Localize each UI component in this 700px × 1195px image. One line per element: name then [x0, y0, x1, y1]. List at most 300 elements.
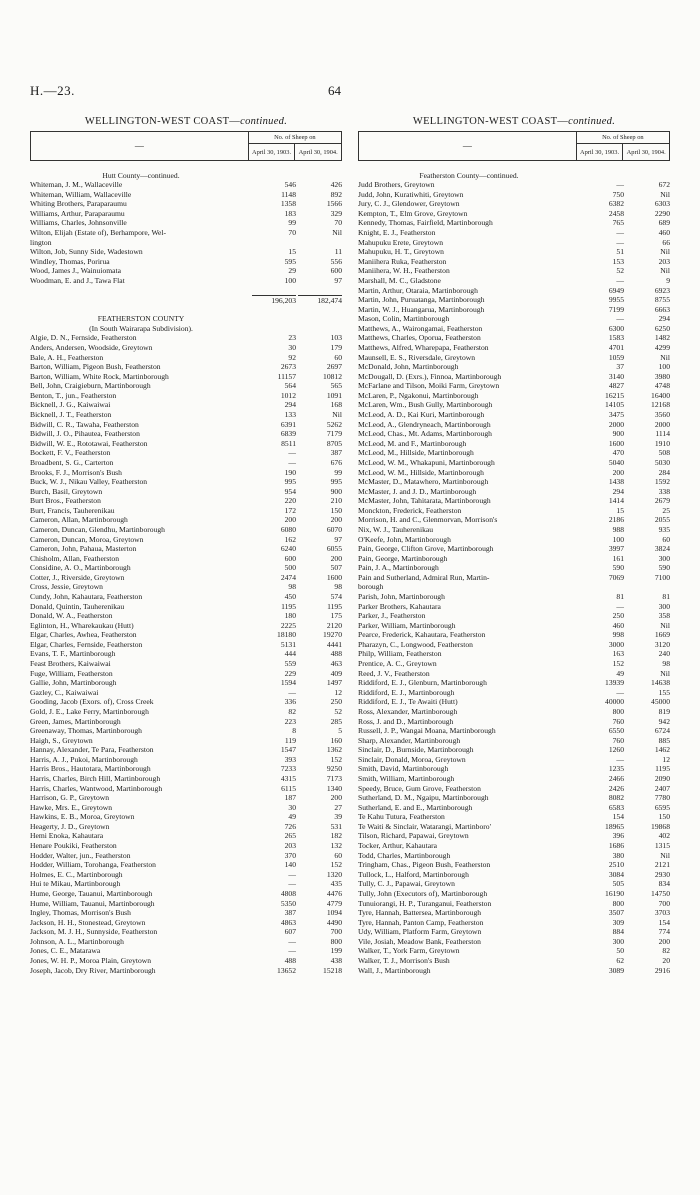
sheep-1904: 1094: [326, 908, 342, 918]
owner-name: Jones, C. E., Matarawa: [30, 946, 101, 956]
owner-name: Philp, William, Featherston: [358, 649, 442, 659]
owner-name: Parker, J., Featherston: [358, 611, 426, 621]
owner-name: Kempton, T., Elm Grove, Greytown: [358, 208, 468, 218]
sheep-1903: 6080: [280, 524, 296, 534]
table-row: [358, 429, 670, 439]
sheep-1904: 1600: [326, 572, 342, 582]
sheep-1904: 508: [658, 448, 670, 458]
sheep-1903: 140: [284, 860, 296, 870]
sheep-1903: 223: [284, 716, 296, 726]
sheep-1903: 460: [612, 620, 624, 630]
sheep-1904: 98: [334, 582, 342, 592]
sheep-1904: 426: [330, 180, 342, 190]
owner-name: Whiteman, J. M., Wallaceville: [30, 180, 123, 190]
owner-name: Walker, T., York Farm, Greytown: [358, 946, 460, 956]
sheep-1903: 190: [284, 467, 296, 477]
sheep-1904: Nil: [660, 247, 670, 257]
owner-name: McMaster, John, Tahitarata, Martinborough: [358, 496, 491, 506]
table-row: [358, 649, 670, 659]
left-column-title: WELLINGTON-WEST COAST—continued.: [84, 116, 288, 127]
table-row: [358, 822, 670, 832]
sheep-1903: 450: [284, 592, 296, 602]
sheep-1904: 3980: [654, 371, 670, 381]
sheep-1904: 2290: [654, 208, 670, 218]
sheep-1903: 23: [288, 333, 296, 343]
table-row: [358, 707, 670, 717]
sheep-1904: 2055: [654, 515, 670, 525]
sheep-1903: —: [288, 879, 296, 889]
table-row: [358, 640, 670, 650]
sheep-1904: 179: [330, 342, 342, 352]
sheep-1903: 250: [612, 611, 624, 621]
table-row: [358, 439, 670, 449]
owner-name: Tully, John (Executors of), Martinborough: [358, 888, 488, 898]
sheep-1903: 546: [284, 180, 296, 190]
sheep-1903: 229: [284, 668, 296, 678]
sheep-1903: 119: [284, 735, 296, 745]
owner-name: Williams, Arthur, Paraparaumu: [30, 208, 125, 218]
sheep-1904: 488: [330, 649, 342, 659]
owner-name: Hemi Enoka, Kahautara: [30, 831, 104, 841]
table-row: [30, 343, 342, 353]
sheep-1904: 995: [330, 477, 342, 487]
sheep-1903: 62: [616, 955, 624, 965]
table-row: [358, 333, 670, 343]
sheep-1904: 565: [330, 381, 342, 391]
table-row: [358, 630, 670, 640]
sheep-1904: 2121: [654, 860, 670, 870]
sheep-1903: 3507: [608, 908, 624, 918]
owner-name: Pain, J. A., Martinborough: [358, 563, 439, 573]
sheep-1904: Nil: [332, 228, 342, 238]
table-row: [30, 956, 342, 966]
sheep-1903: 3000: [608, 639, 624, 649]
table-row: [358, 918, 670, 928]
sheep-1904: 700: [658, 898, 670, 908]
owner-name: Harris, Charles, Wantwood, Martinborough: [30, 783, 163, 793]
sheep-1903: 162: [284, 534, 296, 544]
sheep-1904: 200: [658, 936, 670, 946]
table-row: [30, 257, 342, 267]
owner-name: Tunuiorangi, H. P., Turanganui, Featherston: [358, 898, 492, 908]
sheep-1904: 15218: [323, 965, 342, 975]
table-row: [30, 410, 342, 420]
owner-name: Considine, A. O., Martinborough: [30, 563, 131, 573]
sheep-1904: 12: [334, 687, 342, 697]
sheep-1903: 1600: [608, 438, 624, 448]
owner-name: McLeod, W. M., Whakapuni, Martinborough: [358, 457, 495, 467]
sheep-1904: 7780: [654, 793, 670, 803]
spacer: [30, 305, 342, 315]
table-row: [30, 372, 342, 382]
table-row: [30, 784, 342, 794]
owner-name: Greenaway, Thomas, Martinborough: [30, 726, 142, 736]
sheep-1903: 470: [612, 448, 624, 458]
right-col-a-header: April 30, 1903.: [576, 144, 623, 161]
sheep-1903: 37: [616, 362, 624, 372]
sheep-1903: 2466: [608, 774, 624, 783]
sheep-1904: 892: [330, 189, 342, 199]
sheep-1904: Nil: [660, 850, 670, 860]
sheep-1903: —: [616, 228, 624, 238]
sheep-1903: 183: [284, 208, 296, 218]
left-header-dash: —: [31, 132, 249, 161]
table-row: [358, 247, 670, 257]
owner-name: Judd, John, Kuratiwhiti, Greytown: [358, 189, 464, 199]
sheep-1904: 103: [330, 333, 342, 343]
table-row: [358, 372, 670, 382]
sheep-1903: 70: [288, 228, 296, 238]
table-row: [30, 477, 342, 487]
table-row: [30, 190, 342, 200]
sheep-1904: 66: [662, 237, 670, 247]
table-row: [30, 535, 342, 545]
sheep-1904: 240: [658, 649, 670, 659]
sheep-1903: 1260: [608, 745, 624, 755]
table-row: [30, 717, 342, 727]
table-row: [30, 506, 342, 516]
owner-name: Algie, D. N., Fernside, Featherston: [30, 333, 137, 343]
owner-name: McLeod, A., Glendryneach, Martinborough: [358, 419, 491, 429]
owner-name: O'Keefe, John, Martinborough: [358, 534, 451, 544]
sheep-1903: 49: [288, 812, 296, 822]
owner-name: Johnson, A. L., Martinborough: [30, 936, 124, 946]
owner-name: Sinclair, D., Burnside, Martinborough: [358, 745, 474, 755]
table-row: [358, 209, 670, 219]
table-row: [358, 400, 670, 410]
page-number: 64: [328, 83, 341, 98]
owner-name: Nix, W. J., Tauherenikau: [358, 524, 434, 534]
sheep-1904: 6303: [654, 199, 670, 209]
section-heading: [30, 171, 342, 181]
owner-name: Bidwill, C. R., Tawaha, Featherston: [30, 419, 139, 429]
table-row: [30, 400, 342, 410]
sheep-1903: 6115: [281, 783, 296, 793]
owner-name: Anders, Andersen, Woodside, Greytown: [30, 342, 153, 352]
table-row: [358, 381, 670, 391]
table-row: [358, 611, 670, 621]
owner-name: Gallie, John, Martinborough: [30, 678, 117, 688]
sheep-1904: 1195: [327, 601, 342, 611]
owner-name: Walker, T. J., Morrison's Bush: [358, 955, 450, 965]
owner-name: Hutt County—continued.: [102, 170, 180, 180]
owner-name: Pain and Sutherland, Admiral Run, Martin-: [358, 572, 490, 582]
table-row: [358, 410, 670, 420]
owner-name: McDonald, John, Martinborough: [358, 362, 459, 372]
owner-name: Bidwill, W. E., Rototawai, Featherston: [30, 438, 148, 448]
table-row: [30, 851, 342, 861]
owner-name: Maniihera, W. H., Featherston: [358, 266, 450, 276]
sheep-1903: 2474: [280, 572, 296, 582]
sheep-1904: 935: [658, 524, 670, 534]
sheep-1904: 16400: [651, 390, 670, 400]
right-column-title: WELLINGTON-WEST COAST—continued.: [412, 116, 616, 127]
sheep-1904: 402: [658, 831, 670, 841]
left-col-b-header: April 30, 1904.: [295, 144, 342, 161]
owner-name: Speedy, Bruce, Gum Grove, Featherston: [358, 783, 481, 793]
sheep-1904: 182,474: [298, 295, 342, 306]
table-row: [30, 946, 342, 956]
table-row: [30, 707, 342, 717]
sheep-1904: 20: [662, 955, 670, 965]
sheep-1903: 309: [612, 917, 624, 927]
table-row: [30, 602, 342, 612]
left-sheep-header: No. of Sheep on: [248, 132, 341, 144]
owner-name: Jackson, M. J. H., Sunnyside, Featherston: [30, 927, 158, 937]
sheep-1903: —: [616, 687, 624, 697]
left-column-header: [30, 131, 342, 161]
owner-name: Te Waiti & Sinclair, Watarangi, Martinboro': [358, 821, 491, 831]
sheep-1904: 590: [658, 563, 670, 573]
sheep-1903: —: [288, 687, 296, 697]
owner-name: Sutherland, E. and E., Martinborough: [358, 802, 473, 812]
table-row: [30, 755, 342, 765]
sheep-1904: 463: [330, 659, 342, 669]
table-row: [358, 180, 670, 190]
owner-name: Bell, John, Craigieburn, Martinborough: [30, 381, 151, 391]
report-code: H.—23.: [30, 83, 75, 98]
owner-name: Fuge, William, Featherston: [30, 668, 113, 678]
table-row: [30, 688, 342, 698]
sheep-1903: 6583: [608, 802, 624, 812]
sheep-1904: 5262: [326, 419, 342, 429]
table-row: [358, 535, 670, 545]
sheep-1903: —: [288, 946, 296, 956]
sheep-1903: 3997: [608, 544, 624, 554]
owner-name: Woodman, E. and J., Tawa Flat: [30, 275, 125, 285]
owner-name: Cameron, Duncan, Moroa, Greytown: [30, 534, 144, 544]
sheep-1904: 4748: [654, 381, 670, 391]
owner-name: Haigh, S., Greytown: [30, 735, 93, 745]
spacer: [30, 286, 342, 296]
right-rows: [358, 161, 670, 975]
sheep-1903: 387: [284, 908, 296, 918]
sheep-1904: 27: [334, 802, 342, 812]
table-row: [30, 726, 342, 736]
sheep-1903: 100: [284, 275, 296, 285]
sheep-1903: —: [288, 457, 296, 467]
table-row: [358, 391, 670, 401]
table-row: [30, 841, 342, 851]
owner-name: Todd, Charles, Martinborough: [358, 850, 451, 860]
table-row: [30, 487, 342, 497]
sheep-1903: 92: [288, 352, 296, 362]
sheep-1904: 387: [330, 448, 342, 458]
sheep-1904: 284: [658, 467, 670, 477]
table-row: [30, 966, 342, 976]
table-row: [358, 851, 670, 861]
owner-name: Windley, Thomas, Porirua: [30, 256, 110, 266]
table-row: [30, 353, 342, 363]
table-row: [358, 793, 670, 803]
owner-name: Maniihera Ruka, Featherston: [358, 256, 447, 266]
owner-name: McFarlane and Tilson, Moiki Farm, Greytown: [358, 381, 500, 391]
sheep-1903: 294: [612, 486, 624, 496]
spacer: [358, 161, 670, 171]
table-row: [30, 774, 342, 784]
table-row: [30, 918, 342, 928]
sheep-1904: 2916: [654, 965, 670, 975]
sheep-1903: 488: [284, 955, 296, 965]
sheep-1904: 210: [330, 496, 342, 506]
sheep-1903: 82: [288, 706, 296, 716]
sheep-1904: 1592: [654, 477, 670, 487]
sheep-1903: 4827: [608, 381, 624, 391]
table-row: [358, 314, 670, 324]
owner-name: Matthews, Alfred, Wharepapa, Featherston: [358, 342, 489, 352]
owner-name: Harris Bros., Hautotara, Martinborough: [30, 764, 151, 774]
table-row: [30, 468, 342, 478]
sheep-1903: 180: [284, 611, 296, 621]
sheep-1903: 1235: [608, 764, 624, 774]
owner-name: Monckton, Frederick, Featherston: [358, 505, 462, 515]
table-row: [358, 573, 670, 583]
owner-name: Green, James, Martinborough: [30, 716, 121, 726]
owner-name: Tyre, Hannah, Panton Camp, Featherston: [358, 917, 484, 927]
sheep-1904: 1362: [326, 745, 342, 755]
sheep-1904: 39: [334, 812, 342, 822]
owner-name: Elgar, Charles, Fernside, Featherston: [30, 639, 143, 649]
table-row: [30, 621, 342, 631]
sheep-1903: 595: [284, 256, 296, 266]
sheep-1903: 81: [616, 592, 624, 602]
table-row: [30, 678, 342, 688]
owner-name: Martin, W. J., Huangarua, Martinborough: [358, 304, 485, 314]
sheep-1904: 99: [334, 467, 342, 477]
table-row: [358, 621, 670, 631]
table-row: [358, 199, 670, 209]
sheep-1904: Nil: [660, 266, 670, 276]
sheep-1904: 7173: [326, 774, 342, 783]
sheep-1904: 300: [658, 601, 670, 611]
sheep-1903: 30: [288, 802, 296, 812]
owner-name: Hume, George, Tauanui, Martinborough: [30, 888, 153, 898]
table-row: [30, 544, 342, 554]
owner-name: Matthews, A., Wairongamai, Featherston: [358, 323, 483, 333]
table-row: [30, 630, 342, 640]
sheep-1903: 40000: [605, 697, 624, 707]
owner-name: Tullock, L., Halford, Martinborough: [358, 869, 469, 879]
owner-name: Holmes, E. C., Martinborough: [30, 869, 123, 879]
sheep-1903: 3475: [608, 410, 624, 420]
owner-name: Prentice, A. C., Greytown: [358, 659, 437, 669]
section-heading: [30, 314, 342, 324]
sheep-1904: 285: [330, 716, 342, 726]
sheep-1903: 336: [284, 697, 296, 707]
table-row: [358, 266, 670, 276]
sheep-1903: 5131: [280, 639, 296, 649]
table-row: [30, 831, 342, 841]
table-row: [30, 582, 342, 592]
table-row: [358, 812, 670, 822]
sheep-1903: 590: [612, 563, 624, 573]
sheep-1903: 3140: [608, 371, 624, 381]
table-row: [358, 860, 670, 870]
sheep-1903: 29: [288, 266, 296, 276]
owner-name: Pearce, Frederick, Kahautara, Featherston: [358, 630, 486, 640]
owner-name: Mahupuku Erete, Greytown: [358, 237, 443, 247]
owner-name: Parker Brothers, Kahautara: [358, 601, 441, 611]
sheep-1904: 152: [330, 754, 342, 764]
owner-name: Cross, Jessie, Greytown: [30, 582, 103, 592]
owner-name: Hui te Mikau, Martinborough: [30, 879, 121, 889]
table-row: [358, 669, 670, 679]
sheep-1903: 51: [616, 247, 624, 257]
sheep-1904: 6923: [654, 285, 670, 295]
sheep-1904: 82: [662, 946, 670, 956]
table-row: [358, 592, 670, 602]
sheep-1904: 1482: [654, 333, 670, 343]
sheep-1904: 1315: [654, 841, 670, 851]
owner-name: Henare Poukiki, Featherston: [30, 841, 117, 851]
sheep-1903: 6240: [280, 544, 296, 554]
table-row: [358, 286, 670, 296]
owner-name: Harris, Charles, Birch Hill, Martinborough: [30, 774, 161, 783]
sheep-1903: —: [616, 601, 624, 611]
sheep-1904: 1340: [326, 783, 342, 793]
sheep-1904: 689: [658, 218, 670, 228]
owner-name: Feast Brothers, Kaiwaiwai: [30, 659, 111, 669]
owner-name: Williams, Charles, Johnsonville: [30, 218, 127, 228]
sheep-1904: 885: [658, 735, 670, 745]
owner-name: Mason, Colin, Martinborough: [358, 314, 450, 324]
table-row: [358, 659, 670, 669]
table-row: [358, 525, 670, 535]
sheep-1903: 726: [284, 821, 296, 831]
sheep-1904: 52: [334, 706, 342, 716]
sheep-1904: 4476: [326, 888, 342, 898]
table-row: [30, 180, 342, 190]
sheep-1904: 672: [658, 180, 670, 190]
owner-name: Barton, William, White Rock, Martinborough: [30, 371, 169, 381]
sheep-1903: 294: [284, 400, 296, 410]
right-column: [358, 115, 670, 975]
sheep-1904: 338: [658, 486, 670, 496]
sheep-1903: 13652: [277, 965, 296, 975]
sheep-1904: Nil: [660, 352, 670, 362]
sheep-1903: 6949: [608, 285, 624, 295]
sheep-1904: 12168: [651, 400, 670, 410]
sheep-1904: 200: [330, 553, 342, 563]
owner-name: Bale, A. H., Featherston: [30, 352, 104, 362]
sheep-1903: 18965: [605, 821, 624, 831]
sheep-1903: 100: [612, 534, 624, 544]
owner-name: Harrison, G. P., Greytown: [30, 793, 110, 803]
table-row: [30, 611, 342, 621]
sheep-1904: 14638: [651, 678, 670, 688]
sheep-1903: 8082: [608, 793, 624, 803]
table-row: [30, 266, 342, 276]
sheep-1904: 1195: [655, 764, 670, 774]
owner-name: Gooding, Jacob (Exors. of), Cross Creek: [30, 697, 154, 707]
sheep-1904: 168: [330, 400, 342, 410]
sheep-1903: 995: [284, 477, 296, 487]
table-row: [358, 468, 670, 478]
sheep-1903: 300: [612, 936, 624, 946]
owner-name: borough: [358, 582, 384, 592]
sheep-1903: 1358: [280, 199, 296, 209]
sheep-1903: 505: [612, 879, 624, 889]
sheep-1904: 329: [330, 208, 342, 218]
table-row: [30, 496, 342, 506]
right-column-header: [358, 131, 670, 161]
sheep-1903: 380: [612, 850, 624, 860]
sheep-1904: 1462: [654, 745, 670, 755]
table-row: [358, 736, 670, 746]
table-row: [358, 755, 670, 765]
table-row: [30, 228, 342, 238]
table-row: [358, 879, 670, 889]
